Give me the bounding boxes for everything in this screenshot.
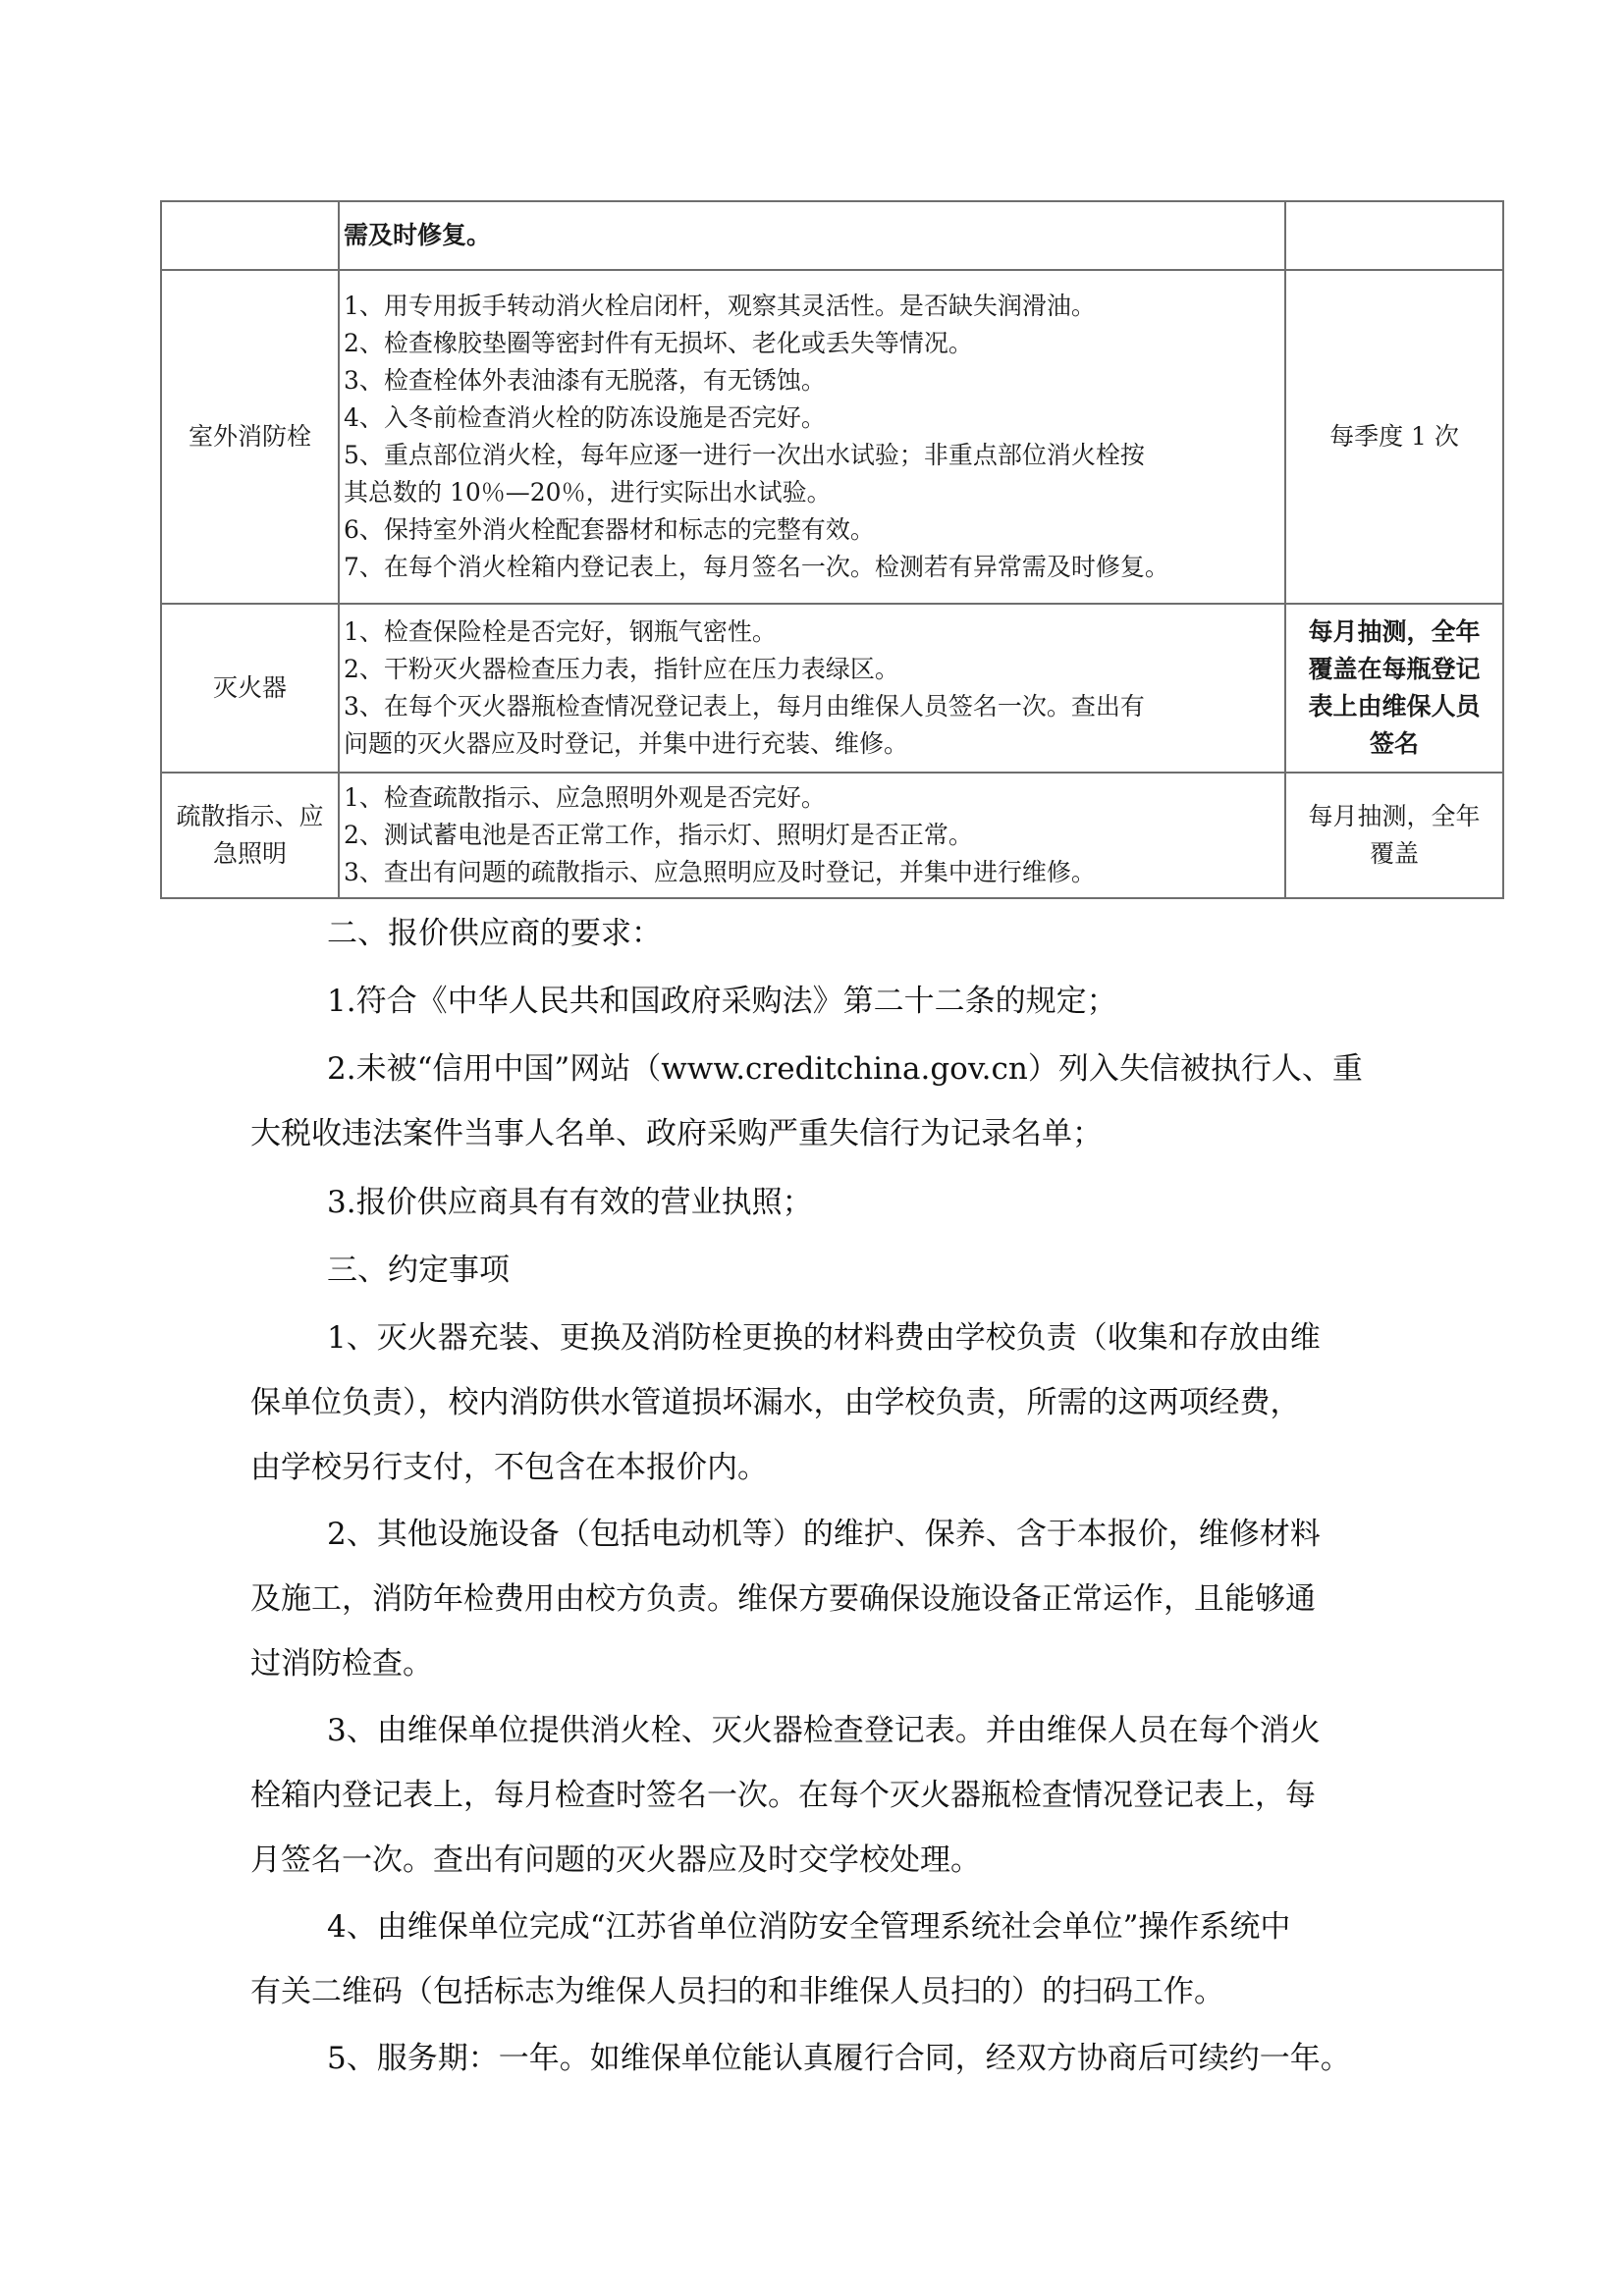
section-heading	[250, 901, 1389, 966]
frequency-cell	[1285, 201, 1503, 270]
paragraph-line: 及施工，消防年检费用由校方负责。维保方要确保设施设备正常运作，且能够通	[250, 1581, 1316, 1617]
content-line: 2、测试蓄电池是否正常工作，指示灯、照明灯是否正常。	[344, 821, 973, 849]
content-line: 3、在每个灭火器瓶检查情况登记表上，每月由维保人员签名一次。查出有	[344, 692, 1145, 721]
content-line: 3、查出有问题的疏散指示、应急照明应及时登记，并集中进行维修。	[344, 858, 1096, 886]
frequency-line: 每月抽测，全年	[1308, 617, 1481, 646]
section-heading	[250, 1238, 1389, 1303]
content-line: 4、入冬前检查消火栓的防冻设施是否完好。	[344, 403, 826, 432]
item-content-cell	[339, 201, 1285, 270]
frequency-cell: 每季度 1 次	[1285, 270, 1503, 604]
agreement-item	[250, 1502, 1389, 1696]
agreement-item	[250, 2026, 1389, 2091]
content-line: 5、重点部位消火栓，每年应逐一进行一次出水试验；非重点部位消火栓按	[344, 441, 1145, 469]
content-line: 7、在每个消火栓箱内登记表上，每月签名一次。检测若有异常需及时修复。	[344, 553, 1169, 581]
content-line: 2、干粉灭火器检查压力表，指针应在压力表绿区。	[344, 655, 899, 683]
content-line: 需及时修复。	[344, 221, 492, 249]
requirement-item	[250, 1037, 1389, 1166]
frequency-line: 覆盖	[1369, 839, 1419, 868]
content-line: 1、检查疏散指示、应急照明外观是否完好。	[344, 783, 826, 812]
frequency-cell	[1285, 604, 1503, 773]
requirement-item	[250, 1170, 1389, 1235]
heading-text: 二、报价供应商的要求：	[327, 916, 662, 951]
paragraph-line: 1、灭火器充装、更换及消防栓更换的材料费由学校负责（收集和存放由维	[327, 1320, 1321, 1356]
agreement-item	[250, 1895, 1389, 2024]
agreement-item	[250, 1698, 1389, 1893]
table-row	[161, 773, 1503, 898]
paragraph-line: 4、由维保单位完成“江苏省单位消防安全管理系统社会单位”操作系统中	[327, 1909, 1291, 1945]
content-line: 6、保持室外消火栓配套器材和标志的完整有效。	[344, 515, 875, 544]
name-line: 疏散指示、应	[176, 802, 324, 830]
frequency-line: 覆盖在每瓶登记	[1308, 655, 1481, 683]
paragraph-line: 过消防检查。	[250, 1646, 433, 1682]
item-name-cell: 灭火器	[161, 604, 339, 773]
paragraph-line: 保单位负责），校内消防供水管道损坏漏水，由学校负责，所需的这两项经费，	[250, 1385, 1301, 1420]
requirement-item	[250, 969, 1389, 1034]
content-line: 问题的灭火器应及时登记，并集中进行充装、维修。	[344, 729, 909, 758]
table-row	[161, 270, 1503, 604]
frequency-line: 表上由维保人员	[1308, 692, 1481, 721]
paragraph-line: 3、由维保单位提供消火栓、灭火器检查登记表。并由维保人员在每个消火	[327, 1713, 1321, 1748]
paragraph-line: 月签名一次。查出有问题的灭火器应及时交学校处理。	[250, 1842, 981, 1878]
frequency-line: 签名	[1369, 729, 1419, 758]
paragraph-line: 1.符合《中华人民共和国政府采购法》第二十二条的规定；	[327, 984, 1117, 1019]
paragraph-line: 5、服务期：一年。如维保单位能认真履行合同，经双方协商后可续约一年。	[327, 2041, 1351, 2076]
maintenance-table	[160, 200, 1504, 899]
item-name-cell	[161, 773, 339, 898]
paragraph-line: 有关二维码（包括标志为维保人员扫的和非维保人员扫的）的扫码工作。	[250, 1974, 1224, 2009]
item-content-cell	[339, 773, 1285, 898]
name-line: 急照明	[212, 839, 287, 868]
table-row	[161, 201, 1503, 270]
heading-text: 三、约定事项	[327, 1253, 510, 1288]
table-row	[161, 604, 1503, 773]
content-line: 1、用专用扳手转动消火栓启闭杆，观察其灵活性。是否缺失润滑油。	[344, 292, 1096, 320]
item-content-cell	[339, 604, 1285, 773]
paragraph-line: 栓箱内登记表上，每月检查时签名一次。在每个灭火器瓶检查情况登记表上，每	[250, 1778, 1316, 1813]
paragraph-line: 2.未被“信用中国”网站（www.creditchina.gov.cn）列入失信被执行人、重	[327, 1051, 1363, 1087]
paragraph-line: 由学校另行支付，不包含在本报价内。	[250, 1450, 768, 1485]
content-line: 其总数的 10％—20％，进行实际出水试验。	[344, 478, 832, 507]
content-line: 2、检查橡胶垫圈等密封件有无损坏、老化或丢失等情况。	[344, 329, 973, 357]
item-name-cell: 室外消防栓	[161, 270, 339, 604]
paragraph-line: 2、其他设施设备（包括电动机等）的维护、保养、含于本报价，维修材料	[327, 1517, 1321, 1552]
agreement-item	[250, 1306, 1389, 1500]
frequency-line: 每月抽测，全年	[1308, 802, 1481, 830]
paragraph-line: 大税收违法案件当事人名单、政府采购严重失信行为记录名单；	[250, 1116, 1103, 1151]
item-name-cell	[161, 201, 339, 270]
content-line: 1、检查保险栓是否完好，钢瓶气密性。	[344, 617, 777, 646]
content-line: 3、检查栓体外表油漆有无脱落，有无锈蚀。	[344, 366, 826, 395]
item-content-cell	[339, 270, 1285, 604]
paragraph-line: 3.报价供应商具有有效的营业执照；	[327, 1185, 813, 1220]
frequency-cell	[1285, 773, 1503, 898]
